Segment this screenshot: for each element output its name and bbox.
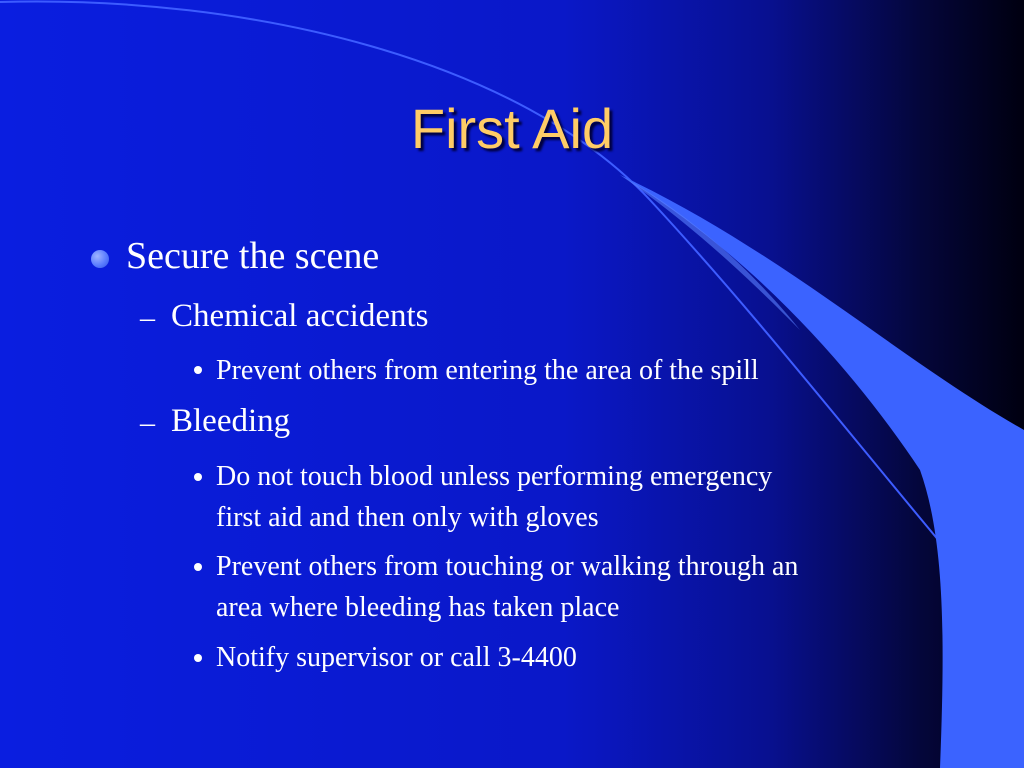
bullet-do-not-touch-line1: Do not touch blood unless performing emergency — [216, 461, 773, 492]
bullet-prevent-touching-line2: area where bleeding has taken place — [216, 592, 620, 623]
bullet-dot-icon — [194, 366, 202, 374]
slide-title: First Aid — [410, 97, 614, 160]
bullet-notify-supervisor: Notify supervisor or call 3-4400 — [216, 642, 577, 673]
bullet-bleeding: Bleeding — [171, 403, 291, 439]
bullet-chemical-accidents: Chemical accidents — [171, 298, 429, 334]
dash-icon: – — [140, 301, 155, 334]
bullet-prevent-touching-line1: Prevent others from touching or walking through an — [216, 551, 799, 582]
bullet-secure-scene: Secure the scene — [126, 235, 380, 277]
bullet-do-not-touch-line2: first aid and then only with gloves — [216, 502, 599, 533]
bullet-prevent-spill: Prevent others from entering the area of the spill — [216, 355, 759, 386]
dash-icon: – — [140, 406, 155, 439]
bullet-circle-icon — [91, 250, 109, 268]
bullet-dot-icon — [194, 563, 202, 571]
bullet-dot-icon — [194, 473, 202, 481]
bullet-dot-icon — [194, 654, 202, 662]
